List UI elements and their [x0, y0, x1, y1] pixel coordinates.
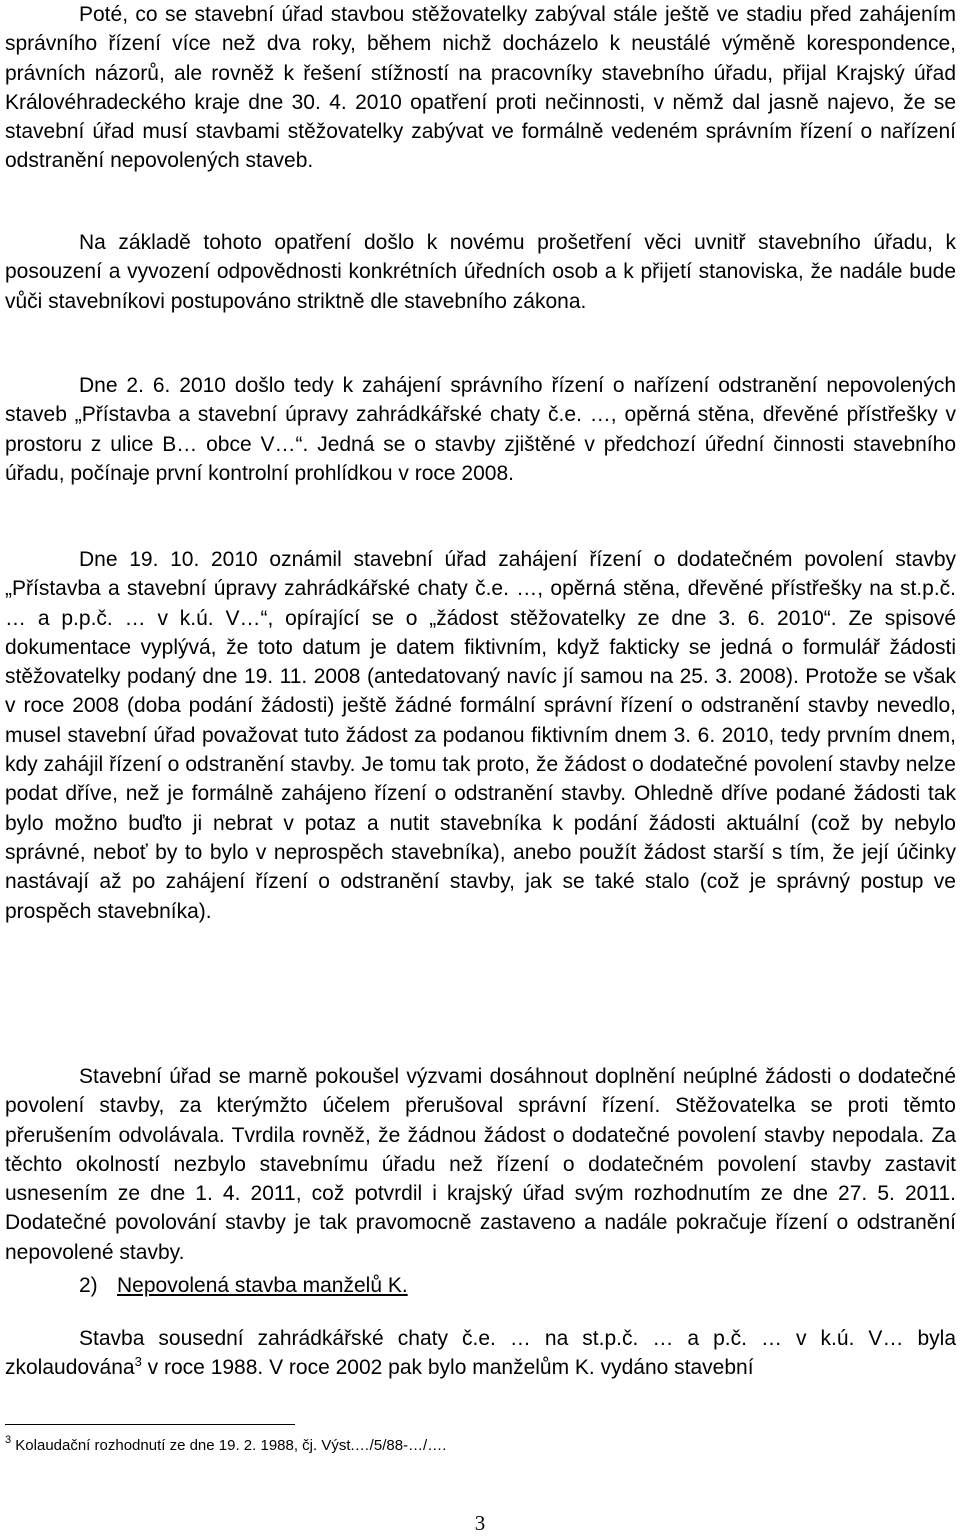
paragraph-6: [5, 1324, 956, 1383]
section-number: 2): [79, 1274, 98, 1297]
paragraph-6-text-end: v roce 1988. V roce 2002 pak bylo manželům K. vydáno stavební: [141, 1356, 754, 1380]
paragraph-2: Na základě tohoto opatření došlo k novému prošetření věci uvnitř stavebního úřadu, k posouzení a vyvození odpovědnosti konkrétních úředních osob a k přijetí stanoviska, že nadále bude vůči stavebníkovi postupováno striktně dle stavebního zákona.: [5, 231, 956, 313]
paragraph-6-text-start: Stavba sousední zahrádkářské chaty č.e. … na st.p.č. … a p.č. … v k.ú. V… byla zkolaudována: [5, 1327, 956, 1380]
paragraph-5: Stavební úřad se marně pokoušel výzvami dosáhnout doplnění neúplné žádosti o dodatečné povolení stavby, za kterýmžto účelem přerušoval správní řízení. Stěžovatelka se proti těmto přerušením odvolávala. Tvrdila rovněž, že žádnou žádost o dodatečné povolení stavby nepodala. Za těchto okolností nezbylo stavebnímu úřadu než řízení o dodatečném povolení stavby zastavit usnesením ze dne 1. 4. 2011, což potvrdil i krajský úřad svým rozhodnutím ze dne 27. 5. 2011. Dodatečné povolování stavby je tak pravomocně zastaveno a nadále pokračuje řízení o odstranění nepovolené stavby.: [5, 1065, 956, 1264]
page-number: 3: [474, 1511, 486, 1535]
section-title: Nepovolená stavba manželů K.: [117, 1274, 408, 1297]
footnote-marker: 3: [5, 1434, 12, 1446]
footnote-reference: 3: [134, 1354, 142, 1370]
footnote-text: Kolaudační rozhodnutí ze dne 19. 2. 1988, čj. Výst.…/5/88-…/….: [11, 1437, 447, 1454]
footnote: [5, 1436, 446, 1456]
paragraph-4: Dne 19. 10. 2010 oznámil stavební úřad zahájení řízení o dodatečném povolení stavby „Přístavba a stavební úpravy zahrádkářské chaty č.e. …, opěrná stěna, dřevěné přístřešky na st.p.č. … a p.p.č. … v k.ú. V…“, opírající se o „žádost stěžovatelky ze dne 3. 6. 2010“. Ze spisové dokumentace vyplývá, že toto datum je datem fiktivním, když fakticky se jedná o formulář žádosti stěžovatelky podaný dne 19. 11. 2008 (antedatovaný navíc jí samou na 25. 3. 2008). Protože se však v roce 2008 (doba podání žádosti) ještě žádné formální správní řízení o odstranění stavby nevedlo, musel stavební úřad považovat tuto žádost za podanou fiktivním dnem 3. 6. 2010, tedy prvním dnem, kdy zahájil řízení o odstranění stavby. Je tomu tak proto, že žádost o dodatečné povolení stavby nelze podat dříve, než je formálně zahájeno řízení o odstranění stavby. Ohledně dříve podané žádosti tak bylo možno buďto ji nebrat v potaz a nutit stavebníka k podání žádosti aktuální (což by nebylo správné, neboť by to bylo v neprospěch stavebníka), anebo použít žádost starší s tím, že její účinky nastávají až po zahájení řízení o odstranění stavby, jak se také stalo (což je správný postup ve prospěch stavebníka).: [5, 548, 956, 923]
section-heading: [79, 1271, 408, 1300]
footnote-separator: [5, 1424, 295, 1425]
paragraph-3: Dne 2. 6. 2010 došlo tedy k zahájení správního řízení o nařízení odstranění nepovolených staveb „Přístavba a stavební úpravy zahrádkářské chaty č.e. …, opěrná stěna, dřevěné přístřešky v prostoru z ulice B… obce V…“. Jedná se o stavby zjištěné v předchozí úřední činnosti stavebního úřadu, počínaje první kontrolní prohlídkou v roce 2008.: [5, 374, 956, 485]
paragraph-1: Poté, co se stavební úřad stavbou stěžovatelky zabýval stále ještě ve stadiu před zahájením správního řízení více než dva roky, během nichž docházelo k neustálé výměně korespondence, právních názorů, ale rovněž k řešení stížností na pracovníky stavebního úřadu, přijal Krajský úřad Královéhradeckého kraje dne 30. 4. 2010 opatření proti nečinnosti, v němž dal jasně najevo, že se stavební úřad musí stavbami stěžovatelky zabývat ve formálně vedeném správním řízení o nařízení odstranění nepovolených staveb.: [5, 3, 956, 173]
